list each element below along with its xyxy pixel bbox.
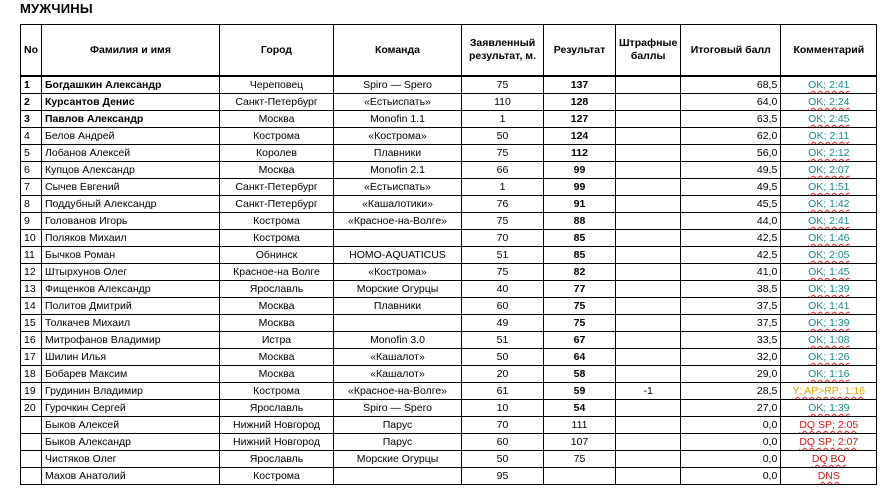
cell-declared: 70: [462, 417, 544, 434]
cell-score: 64,0: [681, 94, 781, 111]
cell-city: Ярославль: [220, 400, 334, 417]
cell-name: Поляков Михаил: [42, 230, 220, 247]
cell-result: 75: [544, 298, 616, 315]
cell-declared: 66: [462, 162, 544, 179]
cell-team: [334, 468, 462, 485]
cell-penalty: [616, 366, 681, 383]
comment-text: Y; AP>RP; 1:16: [792, 385, 866, 397]
cell-city: Нижний Новгород: [220, 417, 334, 434]
cell-penalty: [616, 213, 681, 230]
cell-comment: [781, 315, 877, 332]
cell-city: Москва: [220, 315, 334, 332]
header-num: No: [21, 25, 42, 77]
comment-text: OK; 1:39: [808, 402, 850, 414]
table-row: [21, 179, 877, 196]
cell-team: Плавники: [334, 145, 462, 162]
cell-team: [334, 230, 462, 247]
cell-num: 10: [21, 230, 42, 247]
cell-team: «Естьиспать»: [334, 94, 462, 111]
cell-result: 137: [544, 76, 616, 94]
cell-declared: 60: [462, 434, 544, 451]
cell-name: Лобанов Алексей: [42, 145, 220, 162]
cell-score: 56,0: [681, 145, 781, 162]
cell-name: Грудинин Владимир: [42, 383, 220, 400]
cell-penalty: [616, 128, 681, 145]
header-result: Результат: [544, 25, 616, 77]
cell-team: Плавники: [334, 298, 462, 315]
cell-penalty: [616, 230, 681, 247]
cell-team: «Кашалотики»: [334, 196, 462, 213]
table-row: [21, 196, 877, 213]
cell-team: «Красное-на-Волге»: [334, 383, 462, 400]
cell-city: Красное-на Волге: [220, 264, 334, 281]
cell-num: [21, 451, 42, 468]
cell-name: Шилин Илья: [42, 349, 220, 366]
cell-num: 9: [21, 213, 42, 230]
cell-penalty: [616, 179, 681, 196]
cell-num: 6: [21, 162, 42, 179]
cell-num: 4: [21, 128, 42, 145]
comment-text: DQ SP; 2:07: [799, 436, 859, 448]
cell-result: 107: [544, 434, 616, 451]
cell-city: Ярославль: [220, 281, 334, 298]
cell-penalty: [616, 332, 681, 349]
cell-score: 37,5: [681, 298, 781, 315]
cell-comment: [781, 247, 877, 264]
cell-num: 17: [21, 349, 42, 366]
cell-declared: 51: [462, 332, 544, 349]
results-table: [20, 24, 877, 485]
cell-num: 18: [21, 366, 42, 383]
cell-result: 77: [544, 281, 616, 298]
cell-result: 128: [544, 94, 616, 111]
comment-text: OK; 2:41: [808, 215, 850, 227]
cell-city: Нижний Новгород: [220, 434, 334, 451]
comment-text: OK; 2:24: [808, 96, 850, 108]
cell-comment: [781, 128, 877, 145]
cell-declared: 75: [462, 213, 544, 230]
cell-num: 1: [21, 76, 42, 94]
cell-score: 27,0: [681, 400, 781, 417]
cell-comment: [781, 94, 877, 111]
cell-team: «Кострома»: [334, 128, 462, 145]
table-row: [21, 264, 877, 281]
comment-text: OK; 1:39: [808, 283, 850, 295]
cell-result: 91: [544, 196, 616, 213]
cell-comment: [781, 400, 877, 417]
cell-name: Богдашкин Александр: [42, 76, 220, 94]
cell-result: 75: [544, 451, 616, 468]
cell-team: HOMO-AQUATICUS: [334, 247, 462, 264]
cell-comment: [781, 383, 877, 400]
cell-score: 42,5: [681, 230, 781, 247]
cell-declared: 60: [462, 298, 544, 315]
cell-city: Москва: [220, 298, 334, 315]
cell-team: Парус: [334, 417, 462, 434]
cell-penalty: [616, 434, 681, 451]
cell-score: 62,0: [681, 128, 781, 145]
cell-team: «Кашалот»: [334, 349, 462, 366]
cell-declared: 75: [462, 76, 544, 94]
page-title: МУЖЧИНЫ: [20, 1, 93, 16]
cell-score: 32,0: [681, 349, 781, 366]
cell-declared: 70: [462, 230, 544, 247]
cell-city: Череповец: [220, 76, 334, 94]
cell-num: 12: [21, 264, 42, 281]
cell-declared: 1: [462, 111, 544, 128]
cell-team: Морские Огурцы: [334, 281, 462, 298]
cell-declared: 10: [462, 400, 544, 417]
cell-result: 127: [544, 111, 616, 128]
cell-name: Голованов Игорь: [42, 213, 220, 230]
cell-name: Белов Андрей: [42, 128, 220, 145]
table-row: [21, 349, 877, 366]
header-declared: Заявленный результат, м.: [462, 25, 544, 77]
cell-num: [21, 468, 42, 485]
table-row: [21, 417, 877, 434]
cell-num: 5: [21, 145, 42, 162]
cell-result: 58: [544, 366, 616, 383]
cell-comment: [781, 332, 877, 349]
cell-name: Фищенков Александр: [42, 281, 220, 298]
cell-score: 41,0: [681, 264, 781, 281]
cell-score: 38,5: [681, 281, 781, 298]
cell-num: 16: [21, 332, 42, 349]
cell-num: 11: [21, 247, 42, 264]
cell-name: Быков Алексей: [42, 417, 220, 434]
cell-comment: [781, 298, 877, 315]
cell-city: Кострома: [220, 468, 334, 485]
table-row: [21, 451, 877, 468]
cell-city: Москва: [220, 111, 334, 128]
cell-city: Истра: [220, 332, 334, 349]
cell-name: Гурочкин Сергей: [42, 400, 220, 417]
cell-penalty: [616, 247, 681, 264]
cell-declared: 76: [462, 196, 544, 213]
cell-name: Политов Дмитрий: [42, 298, 220, 315]
table-row: [21, 76, 877, 94]
header-penalty: Штрафные баллы: [616, 25, 681, 77]
comment-text: OK; 2:05: [808, 249, 850, 261]
cell-penalty: [616, 264, 681, 281]
cell-penalty: [616, 162, 681, 179]
comment-text: DQ SP; 2:05: [799, 419, 859, 431]
cell-declared: 40: [462, 281, 544, 298]
cell-penalty: [616, 94, 681, 111]
cell-result: 112: [544, 145, 616, 162]
comment-text: OK; 1:26: [808, 351, 850, 363]
cell-team: Monofin 3.0: [334, 332, 462, 349]
cell-city: Кострома: [220, 213, 334, 230]
cell-city: Ярославль: [220, 451, 334, 468]
table-row: [21, 281, 877, 298]
cell-score: 42,5: [681, 247, 781, 264]
cell-declared: 51: [462, 247, 544, 264]
table-row: [21, 230, 877, 247]
cell-team: Monofin 1.1: [334, 111, 462, 128]
cell-num: [21, 434, 42, 451]
cell-city: Москва: [220, 366, 334, 383]
table-row: [21, 366, 877, 383]
cell-num: 2: [21, 94, 42, 111]
cell-penalty: -1: [616, 383, 681, 400]
table-row: [21, 468, 877, 485]
cell-team: Парус: [334, 434, 462, 451]
table-header-row: [21, 25, 877, 77]
cell-city: Москва: [220, 162, 334, 179]
cell-num: 3: [21, 111, 42, 128]
cell-team: «Кострома»: [334, 264, 462, 281]
cell-score: 49,5: [681, 179, 781, 196]
cell-city: Обнинск: [220, 247, 334, 264]
cell-num: 13: [21, 281, 42, 298]
cell-num: 20: [21, 400, 42, 417]
cell-score: 0,0: [681, 434, 781, 451]
cell-score: 45,5: [681, 196, 781, 213]
cell-comment: [781, 162, 877, 179]
comment-text: OK; 1:45: [808, 266, 850, 278]
cell-score: 49,5: [681, 162, 781, 179]
cell-num: 19: [21, 383, 42, 400]
comment-text: OK; 1:08: [808, 334, 850, 346]
cell-city: Кострома: [220, 383, 334, 400]
cell-penalty: [616, 468, 681, 485]
cell-comment: [781, 145, 877, 162]
cell-declared: 75: [462, 145, 544, 162]
cell-score: 29,0: [681, 366, 781, 383]
comment-text: OK; 1:51: [808, 181, 850, 193]
cell-result: 85: [544, 230, 616, 247]
cell-city: Санкт-Петербург: [220, 179, 334, 196]
table-row: [21, 111, 877, 128]
cell-name: Чистяков Олег: [42, 451, 220, 468]
cell-result: 67: [544, 332, 616, 349]
cell-team: «Кашалот»: [334, 366, 462, 383]
cell-comment: [781, 111, 877, 128]
comment-text: DNS: [817, 470, 840, 482]
header-score: Итоговый балл: [681, 25, 781, 77]
cell-declared: 49: [462, 315, 544, 332]
header-team: Команда: [334, 25, 462, 77]
cell-penalty: [616, 281, 681, 298]
cell-team: [334, 315, 462, 332]
cell-num: 15: [21, 315, 42, 332]
cell-result: [544, 468, 616, 485]
cell-comment: [781, 264, 877, 281]
table-row: [21, 315, 877, 332]
table-row: [21, 162, 877, 179]
table-row: [21, 213, 877, 230]
cell-num: 8: [21, 196, 42, 213]
table-row: [21, 383, 877, 400]
cell-city: Королев: [220, 145, 334, 162]
cell-score: 63,5: [681, 111, 781, 128]
cell-name: Толкачев Михаил: [42, 315, 220, 332]
cell-result: 85: [544, 247, 616, 264]
cell-team: Морские Огурцы: [334, 451, 462, 468]
cell-score: 44,0: [681, 213, 781, 230]
table-row: [21, 128, 877, 145]
cell-penalty: [616, 76, 681, 94]
cell-comment: [781, 434, 877, 451]
cell-penalty: [616, 400, 681, 417]
cell-name: Купцов Александр: [42, 162, 220, 179]
cell-team: «Естьиспать»: [334, 179, 462, 196]
cell-name: Поддубный Александр: [42, 196, 220, 213]
cell-declared: 61: [462, 383, 544, 400]
cell-penalty: [616, 315, 681, 332]
cell-city: Санкт-Петербург: [220, 196, 334, 213]
table-row: [21, 247, 877, 264]
cell-result: 75: [544, 315, 616, 332]
cell-result: 88: [544, 213, 616, 230]
comment-text: OK; 1:46: [808, 232, 850, 244]
cell-result: 59: [544, 383, 616, 400]
table-row: [21, 145, 877, 162]
cell-result: 124: [544, 128, 616, 145]
comment-text: OK; 1:41: [808, 300, 850, 312]
cell-name: Курсантов Денис: [42, 94, 220, 111]
cell-score: 28,5: [681, 383, 781, 400]
table-row: [21, 94, 877, 111]
cell-declared: 110: [462, 94, 544, 111]
comment-text: OK; 1:16: [808, 368, 850, 380]
cell-team: Spiro — Spero: [334, 400, 462, 417]
cell-penalty: [616, 145, 681, 162]
cell-comment: [781, 281, 877, 298]
table-row: [21, 332, 877, 349]
header-city: Город: [220, 25, 334, 77]
table-row: [21, 298, 877, 315]
cell-name: Бычков Роман: [42, 247, 220, 264]
cell-comment: [781, 451, 877, 468]
cell-declared: 75: [462, 264, 544, 281]
cell-declared: 50: [462, 451, 544, 468]
cell-city: Кострома: [220, 230, 334, 247]
cell-name: Штырхунов Олег: [42, 264, 220, 281]
comment-text: OK; 2:07: [808, 164, 850, 176]
cell-name: Павлов Александр: [42, 111, 220, 128]
comment-text: DQ BO: [811, 453, 846, 465]
comment-text: OK; 1:42: [808, 198, 850, 210]
cell-result: 99: [544, 179, 616, 196]
cell-num: 14: [21, 298, 42, 315]
comment-text: OK; 2:45: [808, 113, 850, 125]
cell-declared: 1: [462, 179, 544, 196]
cell-name: Митрофанов Владимир: [42, 332, 220, 349]
cell-result: 54: [544, 400, 616, 417]
header-name: Фамилия и имя: [42, 25, 220, 77]
cell-score: 0,0: [681, 468, 781, 485]
cell-name: Бобарев Максим: [42, 366, 220, 383]
cell-declared: 50: [462, 349, 544, 366]
cell-comment: [781, 468, 877, 485]
comment-text: OK; 2:41: [808, 79, 850, 91]
cell-num: [21, 417, 42, 434]
cell-comment: [781, 76, 877, 94]
cell-comment: [781, 230, 877, 247]
cell-declared: 50: [462, 128, 544, 145]
cell-penalty: [616, 298, 681, 315]
cell-score: 0,0: [681, 417, 781, 434]
cell-penalty: [616, 349, 681, 366]
cell-result: 82: [544, 264, 616, 281]
table-row: [21, 400, 877, 417]
cell-penalty: [616, 417, 681, 434]
cell-city: Москва: [220, 349, 334, 366]
cell-comment: [781, 196, 877, 213]
table-row: [21, 434, 877, 451]
cell-city: Санкт-Петербург: [220, 94, 334, 111]
cell-result: 111: [544, 417, 616, 434]
cell-comment: [781, 417, 877, 434]
header-comment: Комментарий: [781, 25, 877, 77]
cell-num: 7: [21, 179, 42, 196]
cell-score: 68,5: [681, 76, 781, 94]
cell-team: Monofin 2.1: [334, 162, 462, 179]
cell-team: «Красное-на-Волге»: [334, 213, 462, 230]
cell-comment: [781, 213, 877, 230]
cell-penalty: [616, 451, 681, 468]
cell-name: Быков Александр: [42, 434, 220, 451]
cell-score: 37,5: [681, 315, 781, 332]
cell-name: Сычев Евгений: [42, 179, 220, 196]
cell-result: 99: [544, 162, 616, 179]
cell-comment: [781, 179, 877, 196]
cell-name: Махов Анатолий: [42, 468, 220, 485]
cell-score: 33,5: [681, 332, 781, 349]
cell-city: Кострома: [220, 128, 334, 145]
cell-comment: [781, 366, 877, 383]
comment-text: OK; 2:11: [808, 130, 850, 142]
cell-declared: 95: [462, 468, 544, 485]
comment-text: OK; 1:39: [808, 317, 850, 329]
cell-score: 0,0: [681, 451, 781, 468]
cell-penalty: [616, 196, 681, 213]
comment-text: OK; 2:12: [808, 147, 850, 159]
cell-comment: [781, 349, 877, 366]
cell-penalty: [616, 111, 681, 128]
cell-declared: 20: [462, 366, 544, 383]
cell-team: Spiro — Spero: [334, 76, 462, 94]
cell-result: 64: [544, 349, 616, 366]
